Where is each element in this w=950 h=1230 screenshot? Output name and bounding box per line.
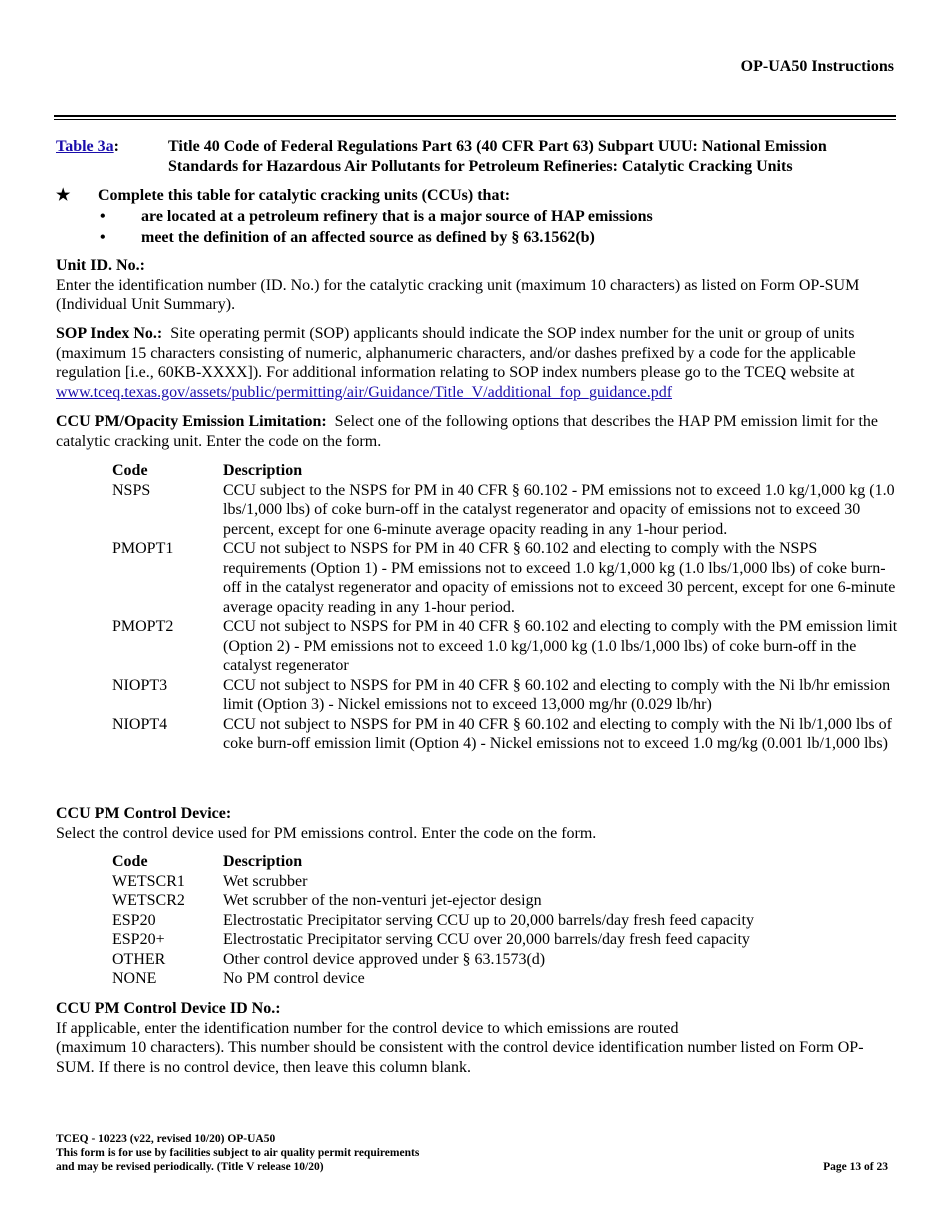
description-column-header: Description (223, 853, 303, 870)
code-table-header (112, 852, 902, 872)
page-footer (56, 1132, 419, 1174)
description-cell: Wet scrubber (223, 872, 308, 890)
code-cell: NIOPT4 (112, 715, 168, 733)
code-cell: NONE (112, 970, 157, 987)
sop-index-text: Site operating permit (SOP) applicants should indicate the SOP index number for the unit or group of units (maximum 15 characters consisting of numeric, alphanumeric characters, and/or dashes prefixed by a code for the applicable regulation [i.e., 60KB-XXXX]). For additional information relating to SOP index numbers please go to the TCEQ website at (56, 325, 856, 381)
code-cell: ESP20+ (112, 931, 165, 948)
code-table-row (112, 930, 902, 950)
code-table-row (112, 715, 902, 754)
tceq-guidance-link[interactable]: www.tceq.texas.gov/assets/public/permitting/air/Guidance/Title_V/additional_fop_guidance.pdf (56, 383, 673, 401)
description-column-header: Description (223, 462, 303, 479)
code-table-row (112, 911, 902, 931)
description-cell: CCU not subject to NSPS for PM in 40 CFR § 60.102 and electing to comply with the Ni lb/1,000 lbs of coke burn-off emission limit (Option 4) - Nickel emissions not to exceed 1.0 mg/kg (0.001 lb/1,000 lbs) (223, 715, 892, 752)
code-table-row (112, 872, 902, 892)
page-number: Page 13 of 23 (823, 1161, 888, 1173)
code-column-header: Code (112, 462, 148, 479)
code-column-header: Code (112, 853, 148, 870)
control-device-id-heading: CCU PM Control Device ID No.: (56, 1000, 281, 1017)
star-icon: ★ (56, 187, 71, 204)
code-cell: NIOPT3 (112, 676, 168, 694)
description-cell: CCU not subject to NSPS for PM in 40 CFR § 60.102 and electing to comply with the Ni lb/hr emission limit (Option 3) - Nickel emissions not to exceed 13,000 mg/hr (0.029 lb/hr) (223, 676, 891, 713)
control-device-code-table (112, 852, 902, 989)
emission-limitation-section (56, 412, 896, 451)
code-table-header (112, 461, 902, 481)
code-cell: ESP20 (112, 911, 156, 929)
sop-index-heading: SOP Index No.: (56, 325, 163, 342)
bullet-icon: • (100, 229, 106, 246)
description-cell: Electrostatic Precipitator serving CCU up to 20,000 barrels/day fresh feed capacity (223, 911, 754, 929)
unit-id-section (56, 256, 896, 315)
emission-limitation-heading: CCU PM/Opacity Emission Limitation: (56, 413, 327, 430)
footer-note-line2: and may be revised periodically. (Title V release 10/20) (56, 1161, 324, 1173)
criteria-item (56, 207, 896, 228)
code-table-row (112, 969, 902, 989)
control-device-id-section (56, 999, 896, 1077)
table-heading-ref (56, 137, 119, 157)
code-table-row (112, 481, 902, 540)
criteria-item-text: meet the definition of an affected source as defined by § 63.1562(b) (141, 229, 595, 246)
criteria-intro-row (56, 186, 896, 207)
control-device-section (56, 804, 896, 843)
emission-limitation-code-table (112, 461, 902, 754)
description-cell: Other control device approved under § 63.1573(d) (223, 950, 546, 968)
description-cell: CCU subject to the NSPS for PM in 40 CFR § 60.102 - PM emissions not to exceed 1.0 kg/1,000 kg (1.0 lbs/1,000 lbs) of coke burn-off in the catalyst regenerator and opacity of emissions not to exceed 30 percent, except for one 6-minute average opacity reading in any 1-hour period. (223, 481, 895, 538)
emission-limitation-paragraph (56, 412, 896, 451)
table-heading-title: Title 40 Code of Federal Regulations Part 63 (40 CFR Part 63) Subpart UUU: National Emission Standards for Hazardous Air Pollutants for Petroleum Refineries: Catalytic Cracking Units (168, 138, 827, 175)
emission-limitation-text: Select one of the following options that describes the HAP PM emission limit for the catalytic cracking unit. Enter the code on the form. (56, 413, 879, 450)
table-3a-link[interactable]: Table 3a (56, 138, 114, 155)
code-cell: NSPS (112, 481, 151, 499)
header-rule-thin (54, 119, 896, 120)
bullet-icon: • (100, 208, 106, 225)
criteria-item (56, 228, 896, 249)
unit-id-heading: Unit ID. No.: (56, 257, 145, 274)
footer-note-line1: This form is for use by facilities subject to air quality permit requirements (56, 1147, 420, 1159)
code-cell: PMOPT1 (112, 540, 174, 557)
criteria-intro: Complete this table for catalytic cracking units (CCUs) that: (98, 187, 511, 204)
code-cell: WETSCR2 (112, 892, 185, 909)
description-cell: Electrostatic Precipitator serving CCU over 20,000 barrels/day fresh feed capacity (223, 931, 750, 948)
sop-index-paragraph (56, 324, 896, 402)
description-cell: CCU not subject to NSPS for PM in 40 CFR § 60.102 and electing to comply with the NSPS requirements (Option 1) - PM emissions not to exceed 1.0 kg/1,000 kg (1.0 lbs/1,000 lbs) of coke burn-off in the catalyst regenerator and opacity of emissions not to exceed 30 percent, except for one 6-minute average opacity reading in any 1-hour period. (223, 540, 896, 616)
code-table-row (112, 539, 902, 617)
code-table-row (112, 950, 902, 970)
code-cell: OTHER (112, 950, 166, 968)
code-table-row (112, 891, 902, 911)
control-device-id-line2: (maximum 10 characters). This number should be consistent with the control device identification number listed on Form OP-SUM. If there is no control device, then leave this column blank. (56, 1039, 864, 1076)
criteria-list (56, 186, 896, 249)
description-cell: No PM control device (223, 970, 365, 987)
code-cell: WETSCR1 (112, 872, 185, 890)
control-device-id-line1: If applicable, enter the identification number for the control device to which emissions are routed (56, 1019, 679, 1037)
description-cell: CCU not subject to NSPS for PM in 40 CFR § 60.102 and electing to comply with the PM emission limit (Option 2) - PM emissions not to exceed 1.0 kg/1,000 kg (1.0 lbs/1,000 lbs) of coke burn-off in the catalyst regenerator (223, 618, 898, 674)
footer-form-id: TCEQ - 10223 (v22, revised 10/20) OP-UA50 (56, 1133, 276, 1145)
code-table-row (112, 676, 902, 715)
header-rule-thick (54, 115, 896, 117)
control-device-heading: CCU PM Control Device: (56, 805, 232, 822)
table-heading-colon: : (113, 138, 119, 155)
description-cell: Wet scrubber of the non-venturi jet-ejector design (223, 892, 542, 909)
code-cell: PMOPT2 (112, 618, 174, 635)
control-device-text: Select the control device used for PM emissions control. Enter the code on the form. (56, 824, 597, 842)
unit-id-text: Enter the identification number (ID. No.) for the catalytic cracking unit (maximum 10 characters) as listed on Form OP-SUM (Individual Unit Summary). (56, 276, 860, 313)
code-table-row (112, 617, 902, 676)
page-header-title: OP-UA50 Instructions (740, 58, 894, 75)
sop-index-section (56, 324, 896, 402)
criteria-item-text: are located at a petroleum refinery that is a major source of HAP emissions (141, 208, 653, 225)
